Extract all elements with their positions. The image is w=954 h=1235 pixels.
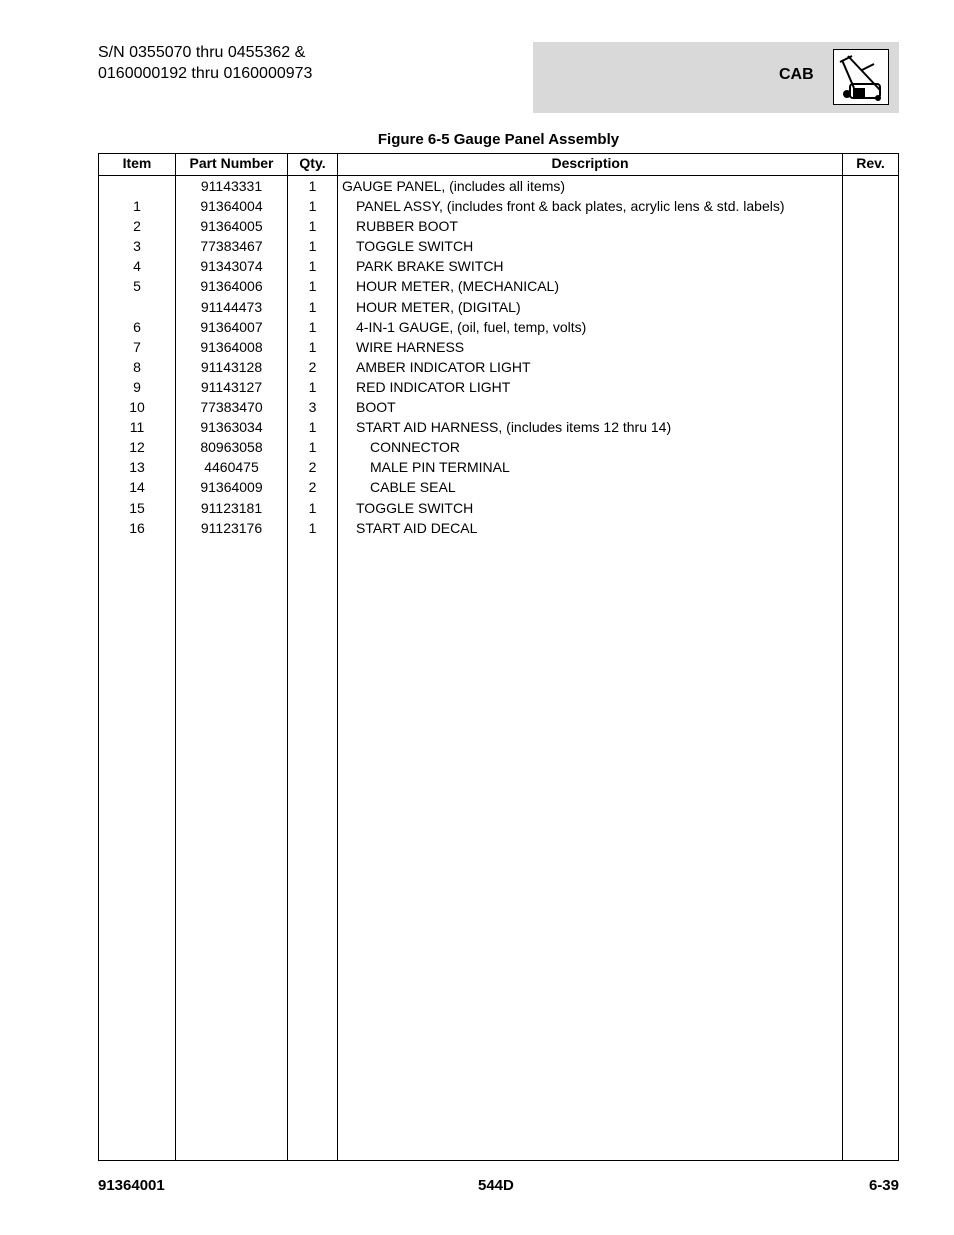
item-number: 5 [133, 278, 141, 295]
part-number: 91123181 [200, 499, 263, 516]
item-number: 16 [129, 519, 145, 536]
column-header-part-number: Part Number [189, 155, 274, 171]
quantity: 1 [308, 238, 317, 255]
table-row [99, 317, 898, 337]
item-number: 6 [133, 318, 141, 335]
table-row [99, 457, 898, 477]
quantity: 2 [308, 479, 317, 496]
item-number: 13 [129, 459, 145, 476]
serial-number-range [98, 42, 312, 84]
table-row [99, 256, 898, 276]
table-row [99, 337, 898, 357]
serial-line-2: 0160000192 thru 0160000973 [98, 65, 313, 82]
quantity: 1 [308, 519, 317, 536]
part-number: 77383470 [200, 399, 263, 416]
quantity: 2 [308, 459, 317, 476]
quantity: 1 [308, 318, 317, 335]
quantity: 1 [308, 419, 317, 436]
quantity: 1 [308, 258, 317, 275]
item-number: 3 [133, 238, 141, 255]
table-row [99, 297, 898, 317]
item-number: 2 [133, 218, 141, 235]
table-row [99, 176, 898, 196]
table-row [99, 377, 898, 397]
description: START AID DECAL [356, 519, 478, 536]
part-number: 91364009 [200, 479, 263, 496]
table-row [99, 518, 898, 538]
item-number: 9 [133, 378, 141, 395]
serial-line-1: S/N 0355070 thru 0455362 & [98, 44, 306, 61]
part-number: 91143128 [200, 358, 263, 375]
quantity: 1 [308, 499, 317, 516]
table-row [99, 196, 898, 216]
description: MALE PIN TERMINAL [370, 459, 510, 476]
item-number: 4 [133, 258, 141, 275]
description: WIRE HARNESS [356, 338, 465, 355]
table-row [99, 397, 898, 417]
part-number: 91343074 [200, 258, 263, 275]
quantity: 1 [308, 378, 317, 395]
description: START AID HARNESS, (includes items 12 thru 14) [356, 419, 672, 436]
part-number: 91364005 [200, 218, 263, 235]
description: HOUR METER, (MECHANICAL) [356, 278, 560, 295]
item-number: 12 [129, 439, 145, 456]
parts-table [98, 153, 899, 1161]
table-row [99, 477, 898, 497]
description: PANEL ASSY, (includes front & back plates, acrylic lens & std. labels) [356, 198, 785, 215]
cab-machine-icon [833, 49, 889, 105]
footer-doc-number: 91364001 [98, 1177, 165, 1194]
table-row [99, 276, 898, 296]
table-row [99, 417, 898, 437]
column-header-item: Item [122, 155, 152, 171]
part-number: 91364008 [200, 338, 263, 355]
description: TOGGLE SWITCH [356, 499, 474, 516]
quantity: 1 [308, 218, 317, 235]
quantity: 1 [308, 198, 317, 215]
part-number: 91364004 [200, 198, 263, 215]
description: AMBER INDICATOR LIGHT [356, 358, 531, 375]
part-number: 91143331 [200, 178, 263, 194]
description: GAUGE PANEL, (includes all items) [342, 178, 566, 194]
quantity: 2 [308, 358, 317, 375]
item-number: 10 [129, 399, 145, 416]
quantity: 1 [308, 178, 317, 194]
column-header-description: Description [551, 155, 629, 171]
quantity: 1 [308, 338, 317, 355]
description: RUBBER BOOT [356, 218, 458, 235]
part-number: 77383467 [200, 238, 263, 255]
quantity: 3 [308, 399, 317, 416]
item-number: 1 [133, 198, 141, 215]
item-number: 14 [129, 479, 145, 496]
table-row [99, 236, 898, 256]
column-header-qty: Qty. [299, 155, 326, 171]
description: CONNECTOR [370, 439, 460, 456]
description: 4-IN-1 GAUGE, (oil, fuel, temp, volts) [356, 318, 587, 335]
description: RED INDICATOR LIGHT [356, 378, 511, 395]
table-row [99, 498, 898, 518]
footer-page-number: 6-39 [868, 1177, 899, 1194]
part-number: 91143127 [200, 378, 263, 395]
figure-title: Figure 6-5 Gauge Panel Assembly [377, 131, 620, 148]
part-number: 91364006 [200, 278, 263, 295]
table-row [99, 357, 898, 377]
part-number: 91363034 [200, 419, 263, 436]
part-number: 91123176 [200, 519, 263, 536]
description: HOUR METER, (DIGITAL) [356, 298, 521, 315]
part-number: 91364007 [200, 318, 263, 335]
part-number: 4460475 [204, 459, 259, 476]
table-row [99, 216, 898, 236]
description: TOGGLE SWITCH [356, 238, 474, 255]
description: CABLE SEAL [370, 479, 456, 496]
section-label: CAB [779, 66, 814, 83]
quantity: 1 [308, 278, 317, 295]
table-header [99, 154, 898, 176]
item-number: 7 [133, 338, 141, 355]
quantity: 1 [308, 298, 317, 315]
part-number: 80963058 [200, 439, 263, 456]
description: BOOT [356, 399, 396, 416]
section-tab [533, 42, 899, 113]
table-body [99, 176, 898, 538]
item-number: 8 [133, 358, 141, 375]
quantity: 1 [308, 439, 317, 456]
description: PARK BRAKE SWITCH [356, 258, 504, 275]
item-number: 11 [129, 419, 145, 436]
part-number: 91144473 [200, 298, 263, 315]
table-row [99, 437, 898, 457]
footer-model: 544D [478, 1177, 514, 1194]
column-header-rev: Rev. [856, 155, 885, 171]
item-number: 15 [129, 499, 145, 516]
